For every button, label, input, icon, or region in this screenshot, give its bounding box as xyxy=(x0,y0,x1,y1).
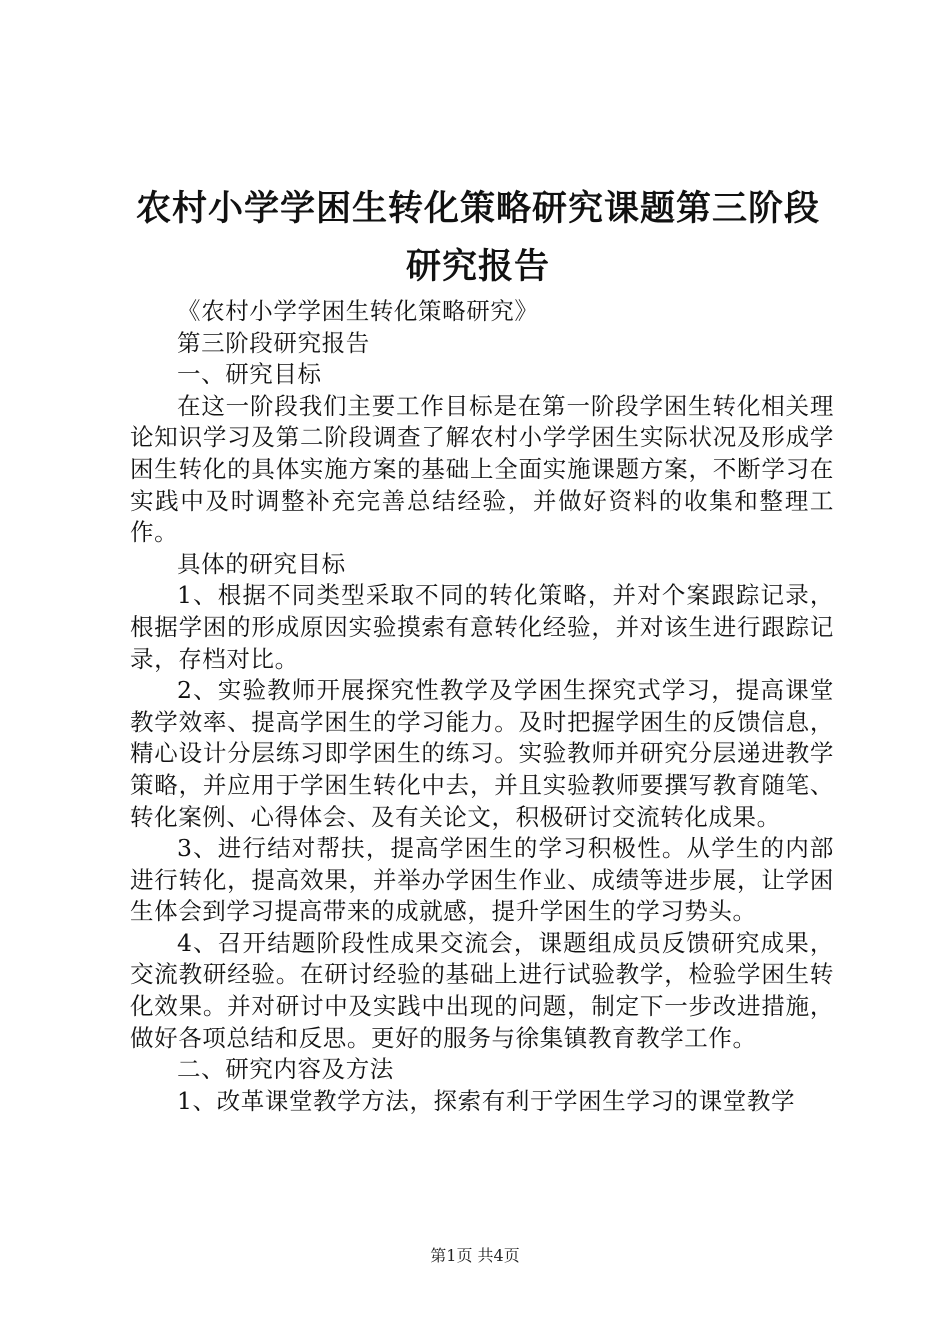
paragraph-method-1: 1、改革课堂教学方法，探索有利于学困生学习的课堂教学 xyxy=(177,1086,796,1115)
paragraph-stage-heading: 第三阶段研究报告 xyxy=(177,328,370,357)
section-heading-content-methods: 二、研究内容及方法 xyxy=(177,1055,394,1084)
section-heading-goals: 一、研究目标 xyxy=(177,360,322,389)
paragraph-goal-3: 3、进行结对帮扶，提高学困生的学习积极性。从学生的内部进行转化，提高效果，并举办学困生作业、成绩等进步展，让学困生体会到学习提高带来的成就感，提升学困生的学习势头。 xyxy=(130,834,834,926)
paragraph-goal-4: 4、召开结题阶段性成果交流会，课题组成员反馈研究成果，交流教研经验。在研讨经验的基础上进行试验教学，检验学困生转化效果。并对研讨中及实践中出现的问题，制定下一步改进措施，做好各项总结和反思。更好的服务与徐集镇教育教学工作。 xyxy=(130,928,834,1052)
paragraph-book-title: 《农村小学学困生转化策略研究》 xyxy=(177,297,539,325)
page-footer: 第1页 共4页 xyxy=(430,1246,520,1265)
paragraph-goals-intro: 在这一阶段我们主要工作目标是在第一阶段学困生转化相关理论知识学习及第二阶段调查了解农村小学学困生实际状况及形成学困生转化的具体实施方案的基础上全面实施课题方案，不断学习在实践中及时调整补充完善总结经验，并做好资料的收集和整理工作。 xyxy=(130,391,834,547)
paragraph-goal-2: 2、实验教师开展探究性教学及学困生探究式学习，提高课堂教学效率、提高学困生的学习能力。及时把握学困生的反馈信息，精心设计分层练习即学困生的练习。实验教师并研究分层递进教学策略，并应用于学困生转化中去，并且实验教师要撰写教育随笔、转化案例、心得体会、及有关论文，积极研讨交流转化成果。 xyxy=(130,676,834,831)
paragraph-goal-1: 1、根据不同类型采取不同的转化策略，并对个案跟踪记录，根据学困的形成原因实验摸索有意转化经验，并对该生进行跟踪记录，存档对比。 xyxy=(130,581,834,673)
subheading-specific-goals: 具体的研究目标 xyxy=(177,549,346,578)
document-title: 农村小学学困生转化策略研究课题第三阶段研究报告 xyxy=(135,189,820,287)
document-body xyxy=(130,296,834,1117)
